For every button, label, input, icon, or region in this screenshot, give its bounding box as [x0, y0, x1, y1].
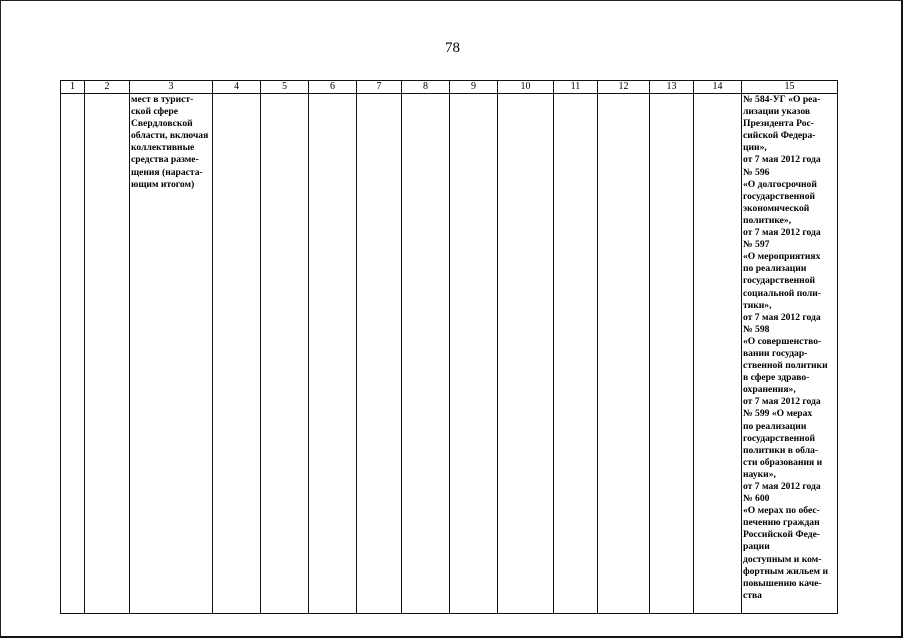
text-line: ющим итогом): [131, 178, 195, 190]
legal-basis-text: [742, 94, 837, 602]
text-line: «О мерах по обес-: [743, 505, 820, 517]
text-line: № 600: [743, 493, 770, 505]
text-line: тики»,: [743, 299, 772, 311]
column-header: 4: [213, 81, 261, 94]
text-line: рации: [743, 541, 770, 553]
text-line: ской сфере: [131, 106, 179, 118]
column-header: 5: [261, 81, 309, 94]
text-line: Президента Рос-: [743, 118, 814, 130]
table-cell: [650, 94, 694, 614]
table-cell: [450, 94, 498, 614]
table-cell: [85, 94, 130, 614]
text-line: от 7 мая 2012 года: [743, 396, 821, 408]
text-line: лизации указов: [743, 106, 811, 118]
table-cell: [554, 94, 598, 614]
text-line: мест в турист-: [131, 94, 194, 105]
column-header: 7: [357, 81, 402, 94]
indicator-name-text: [130, 94, 212, 191]
text-line: вании государ-: [743, 347, 808, 359]
text-line: «О долгосрочной: [743, 178, 817, 190]
text-line: ции»,: [743, 142, 767, 154]
column-header: 15: [742, 81, 838, 94]
text-line: Российской Феде-: [743, 529, 821, 541]
text-line: Свердловской: [131, 118, 193, 130]
text-line: от 7 мая 2012 года: [743, 227, 821, 239]
text-line: сийской Федера-: [743, 130, 816, 142]
text-line: повышению каче-: [743, 577, 822, 589]
table-cell: [261, 94, 309, 614]
table-cell: [61, 94, 85, 614]
column-header: 11: [554, 81, 598, 94]
table-cell: [213, 94, 261, 614]
text-line: по реализации: [743, 420, 807, 432]
text-line: № 597: [743, 239, 770, 251]
text-line: науки»,: [743, 468, 776, 480]
text-line: № 598: [743, 323, 770, 335]
table-cell: [402, 94, 450, 614]
text-line: от 7 мая 2012 года: [743, 481, 821, 492]
table-cell: [498, 94, 554, 614]
text-line: «О мероприятиях: [743, 251, 821, 263]
text-line: щения (нараста-: [131, 166, 203, 178]
text-line: коллективные: [131, 142, 195, 154]
text-line: социальной поли-: [743, 287, 822, 299]
text-line: охранения»,: [743, 384, 796, 396]
table-cell: [357, 94, 402, 614]
text-line: государственной: [743, 190, 816, 202]
text-line: «О совершенство-: [743, 335, 822, 347]
table-cell: [598, 94, 650, 614]
table-cell: [694, 94, 742, 614]
text-line: ства: [743, 589, 762, 601]
text-line: политики в обла-: [743, 444, 819, 456]
text-line: доступным и ком-: [743, 553, 822, 565]
document-table: [60, 80, 838, 614]
table-row: [61, 94, 838, 614]
column-header: 12: [598, 81, 650, 94]
text-line: № 584-УГ «О реа-: [743, 94, 821, 105]
table-header-row: [61, 81, 838, 94]
text-line: экономической: [743, 202, 810, 214]
column-header: 2: [85, 81, 130, 94]
text-line: политике»,: [743, 214, 792, 226]
text-line: средства разме-: [131, 154, 199, 166]
column-header: 6: [309, 81, 357, 94]
column-header: 14: [694, 81, 742, 94]
text-line: № 596: [743, 166, 770, 178]
indicator-name-cell: [130, 94, 213, 614]
column-header: 1: [61, 81, 85, 94]
page-number: 78: [445, 40, 460, 56]
column-header: 8: [402, 81, 450, 94]
text-line: от 7 мая 2012 года: [743, 311, 821, 323]
column-header: 10: [498, 81, 554, 94]
text-line: по реализации: [743, 263, 807, 275]
text-line: государственной: [743, 275, 816, 287]
table-cell: [309, 94, 357, 614]
column-header: 9: [450, 81, 498, 94]
text-line: № 599 «О мерах: [743, 408, 813, 420]
column-header: 13: [650, 81, 694, 94]
text-line: в сфере здраво-: [743, 372, 810, 384]
text-line: ственной политики: [743, 360, 828, 372]
text-line: области, включая: [131, 130, 209, 142]
text-line: от 7 мая 2012 года: [743, 154, 821, 166]
text-line: фортным жильем и: [743, 565, 828, 577]
text-line: печению граждан: [743, 517, 820, 529]
text-line: сти образования и: [743, 456, 823, 468]
column-header: 3: [130, 81, 213, 94]
text-line: государственной: [743, 432, 816, 444]
legal-basis-cell: [742, 94, 838, 614]
